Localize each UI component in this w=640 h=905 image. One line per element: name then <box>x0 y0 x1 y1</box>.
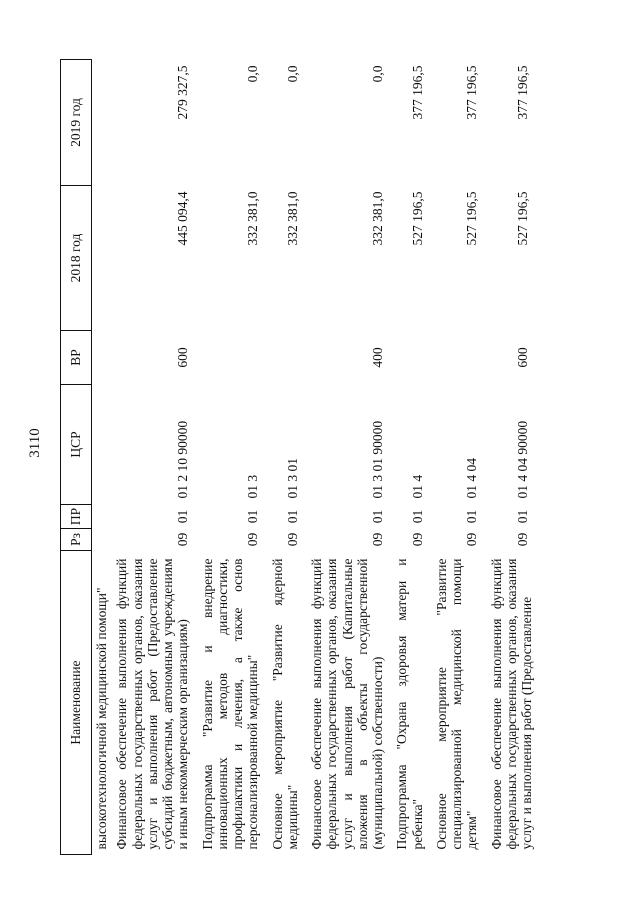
row-vr: 600 <box>515 347 530 368</box>
row-rz <box>92 529 110 551</box>
row-csr: 01 4 04 90000 <box>515 420 530 499</box>
row-csr: 01 3 01 90000 <box>370 420 385 499</box>
table-row <box>265 60 305 855</box>
table-row <box>484 60 535 855</box>
row-name: Финансовое обеспечение выполнения функций федеральных государственных органов, оказания услуг и выполнения работ (Предоставление субсидий бюджетным, автономным учреждениям и иным некоммерческим организациям) <box>114 558 191 850</box>
row-vr: 600 <box>175 347 191 368</box>
row-rz: 09 <box>370 532 385 547</box>
row-csr: 01 4 04 <box>464 458 480 499</box>
row-2018: 332 381,0 <box>370 191 385 246</box>
table-row <box>92 60 110 855</box>
row-name: Финансовое обеспечение выполнения функций федеральных государственных органов, оказания услуг и выполнения работ (Капитальные вложения в объекты государственной (муниципальной) собственности) <box>309 558 385 850</box>
row-name: Основное мероприятие "Развитие ядерной медицины" <box>269 558 300 850</box>
header-pr: ПР <box>61 505 92 529</box>
budget-table <box>60 59 534 855</box>
row-csr: 01 2 10 90000 <box>175 420 191 499</box>
row-csr <box>92 385 110 505</box>
header-2018: 2018 год <box>61 186 92 331</box>
table-row <box>304 60 389 855</box>
row-2019: 377 196,5 <box>464 65 480 120</box>
table-row <box>109 60 194 855</box>
header-2019: 2019 год <box>61 60 92 186</box>
row-2019: 279 327,5 <box>175 65 191 120</box>
row-vr: 400 <box>370 347 385 368</box>
row-vr <box>429 331 484 385</box>
row-2018: 445 094,4 <box>175 191 191 246</box>
row-pr: 01 <box>245 509 261 524</box>
table-row <box>429 60 484 855</box>
header-rz: Рз <box>61 529 92 551</box>
header-name: Наименование <box>61 551 92 855</box>
row-2018: 332 381,0 <box>284 191 300 246</box>
row-2018: 527 196,5 <box>409 191 425 246</box>
row-2019: 377 196,5 <box>515 65 530 120</box>
row-vr <box>265 331 305 385</box>
row-vr <box>389 331 429 385</box>
table-header <box>61 60 92 855</box>
row-rz: 09 <box>515 532 530 547</box>
row-csr: 01 3 <box>245 474 261 499</box>
row-2018 <box>92 186 110 331</box>
page-number: 3110 <box>27 428 43 458</box>
table-row <box>389 60 429 855</box>
header-csr: ЦСР <box>61 385 92 505</box>
rotated-table-container <box>60 60 620 855</box>
row-name: Подпрограмма "Развитие и внедрение инновационных методов диагностики, профилактики и лечения, а также основ персонализированной медицины" <box>199 558 261 850</box>
row-pr: 01 <box>284 509 300 524</box>
table-row <box>195 60 265 855</box>
row-csr: 01 4 <box>409 474 425 499</box>
row-name: Подпрограмма "Охрана здоровья матери и ребенка" <box>394 558 425 850</box>
row-2019: 377 196,5 <box>409 65 425 120</box>
row-rz: 09 <box>245 532 261 547</box>
row-name: высокотехнологичной медицинской помощи" <box>94 587 109 850</box>
row-rz: 09 <box>409 532 425 547</box>
row-2019 <box>92 60 110 186</box>
row-2019: 0,0 <box>370 65 385 83</box>
row-name: Основное мероприятие "Развитие специализированной медицинской помощи детям" <box>433 558 480 850</box>
row-2018: 332 381,0 <box>245 191 261 246</box>
row-name: Финансовое обеспечение выполнения функций федеральных государственных органов, оказания услуг и выполнения работ (Предоставление <box>488 558 534 850</box>
row-vr <box>195 331 265 385</box>
row-rz: 09 <box>464 532 480 547</box>
row-rz: 09 <box>175 532 191 547</box>
row-2018: 527 196,5 <box>464 191 480 246</box>
table-body <box>92 60 535 855</box>
row-csr: 01 3 01 <box>284 458 300 499</box>
row-2019: 0,0 <box>284 65 300 83</box>
row-pr: 01 <box>515 509 530 524</box>
row-pr: 01 <box>370 509 385 524</box>
row-2018: 527 196,5 <box>515 191 530 246</box>
row-pr: 01 <box>175 509 191 524</box>
row-vr <box>92 331 110 385</box>
row-pr <box>92 505 110 529</box>
header-vr: ВР <box>61 331 92 385</box>
row-pr: 01 <box>409 509 425 524</box>
row-rz: 09 <box>284 532 300 547</box>
row-pr: 01 <box>464 509 480 524</box>
row-2019: 0,0 <box>245 65 261 83</box>
